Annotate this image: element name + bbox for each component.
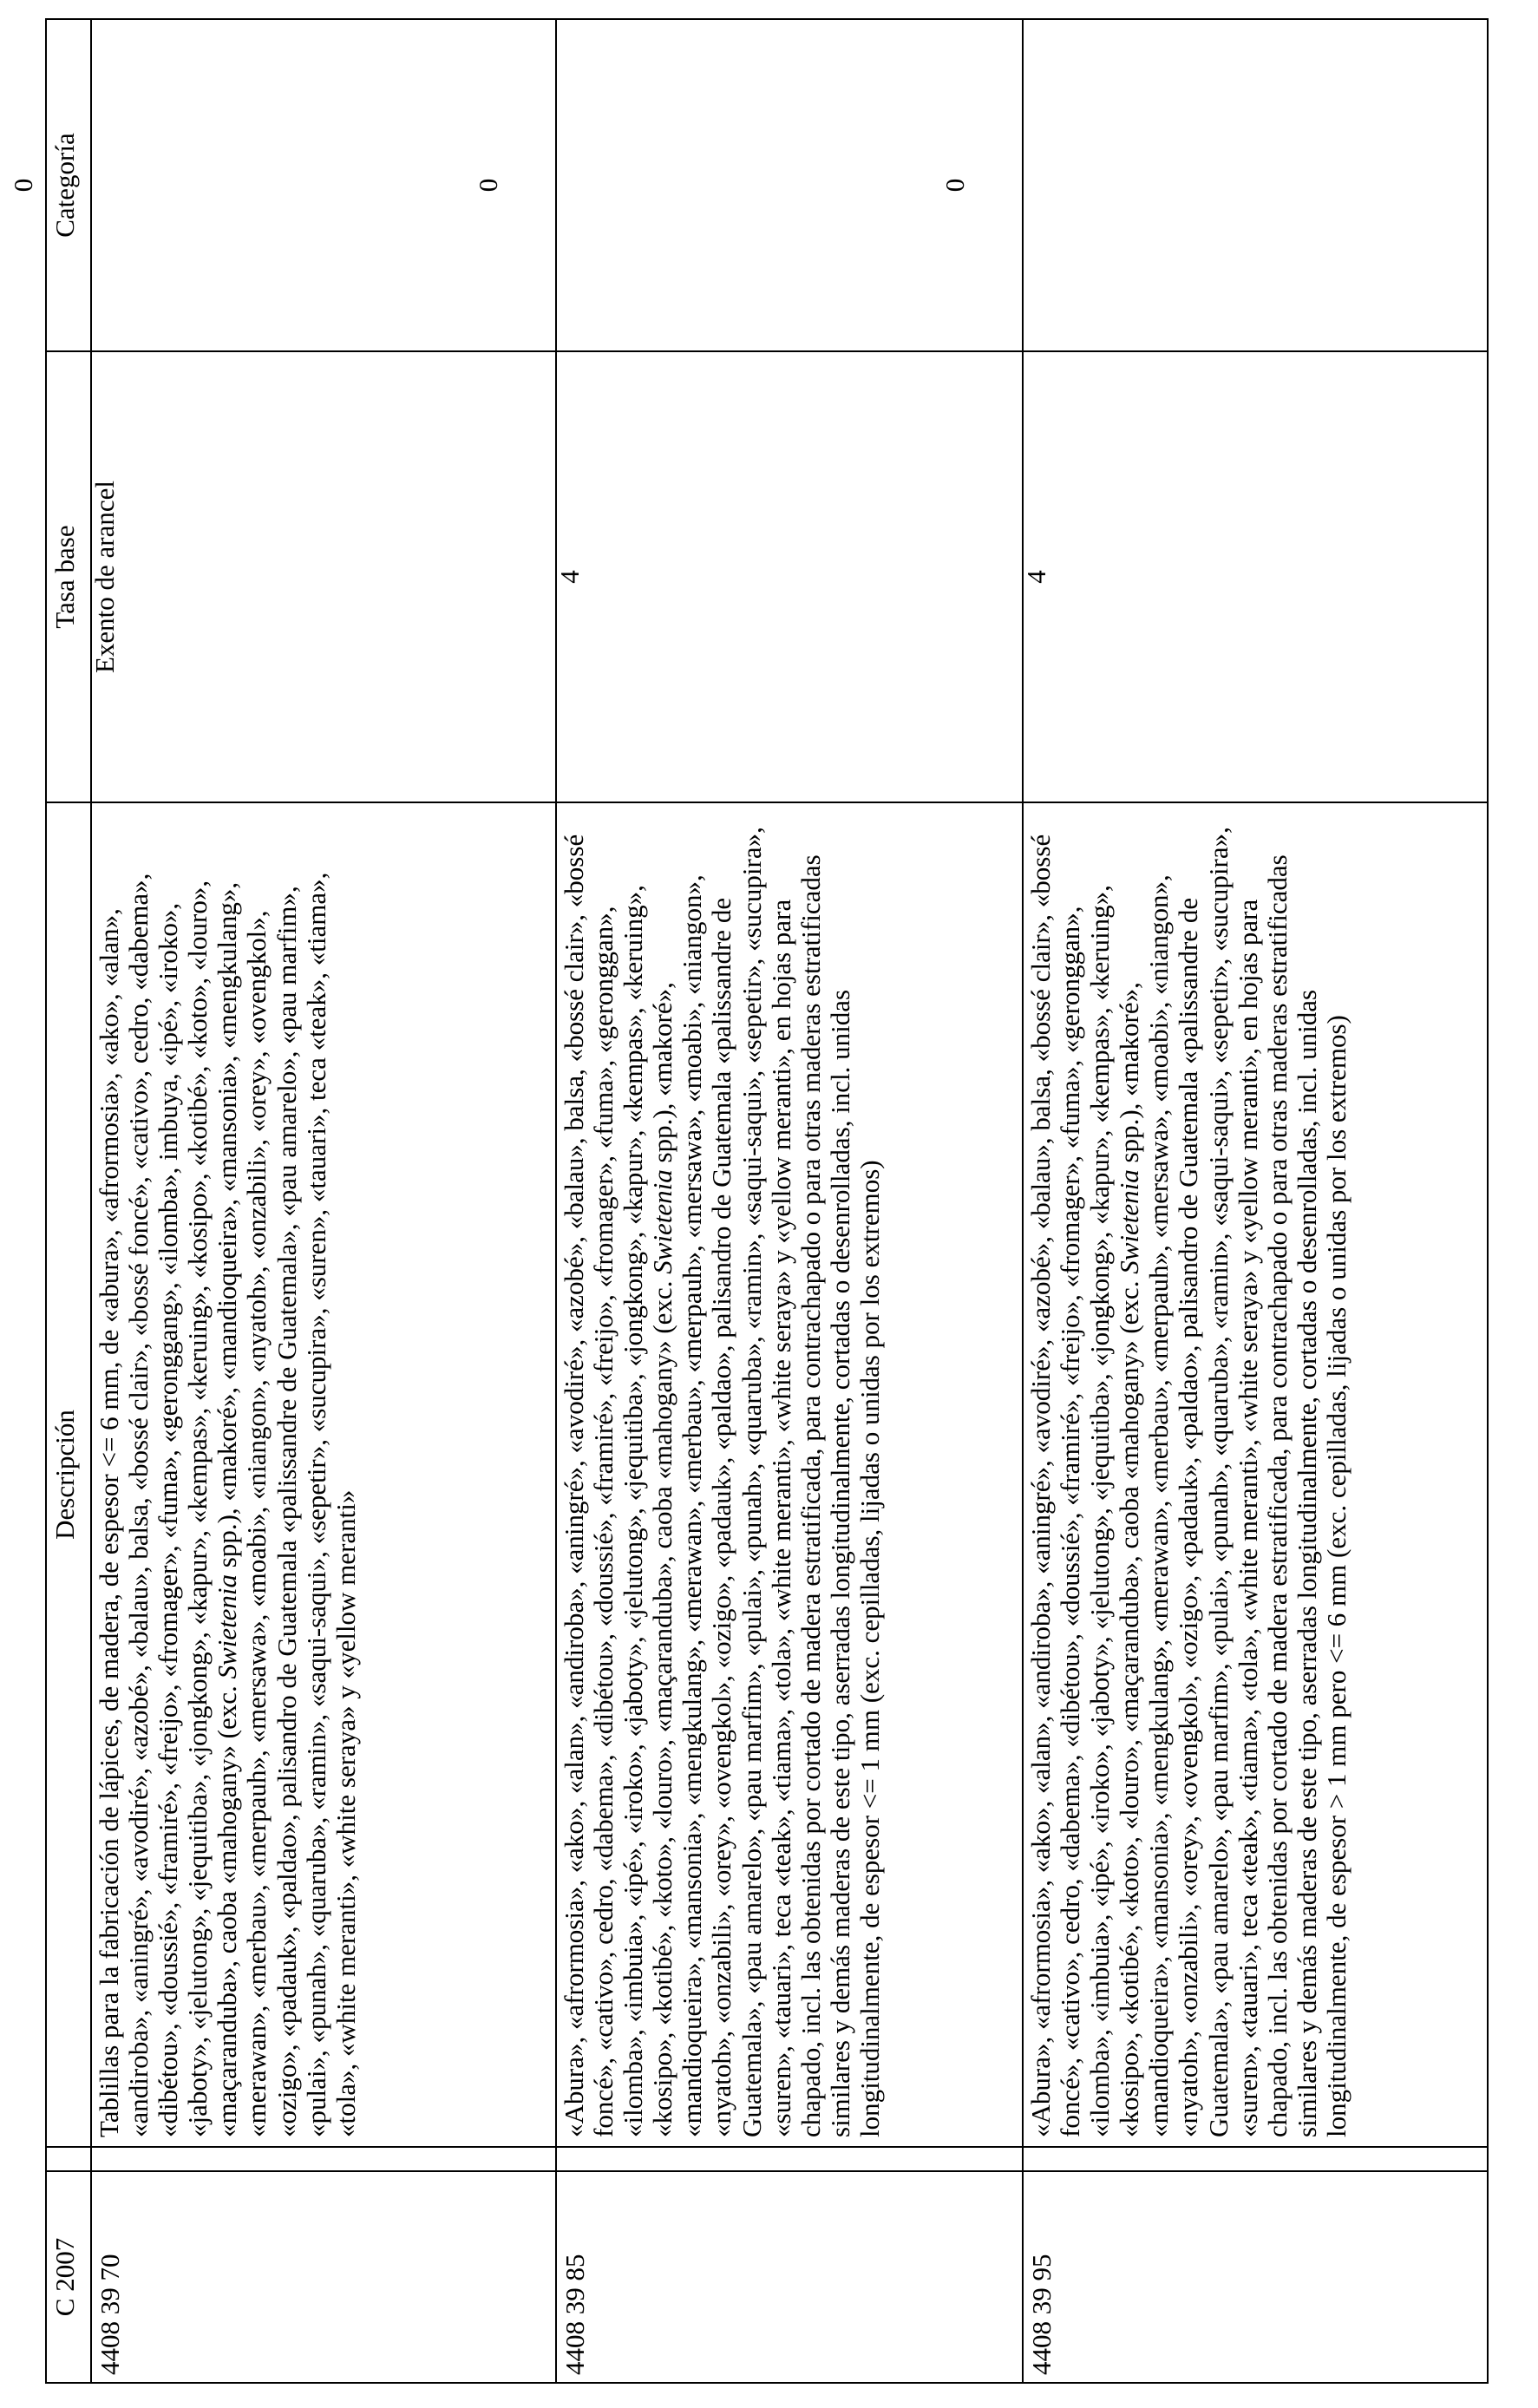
header-description: Descripción (46, 802, 91, 2147)
header-gap (46, 2147, 91, 2171)
row-code: 4408 39 95 (1023, 2171, 1488, 2383)
description-text: «Abura», «afrormosia», «ako», «alan», «andiroba», «aningré», «avodiré», «azobé», «balau», balsa, «bossé clair», «bossé foncé», «cativo», cedro, «dabema», «dibétou», «doussié», «framiré», «freijo», «fromager», «fuma», «geronggan», «ilomba», «imbuia», «ipé», «iroko», «jaboty», «jelutong», «jequitiba», «jongkong», «kapur», «kempas», «keruing», «kosipo», «kotibé», «koto», «louro», «maçaranduba», caoba «mahogany» (exc. (1025, 834, 1145, 2137)
category-value: 0 (473, 178, 503, 193)
description-italic: Swietenia (647, 1169, 678, 1274)
row-code: 4408 39 85 (556, 2171, 1023, 2383)
row-gap (556, 2147, 1023, 2171)
row-rate (1023, 351, 1488, 802)
table-row (91, 19, 556, 2383)
table-row (556, 19, 1023, 2383)
category-value: 0 (8, 178, 38, 193)
row-gap (1023, 2147, 1488, 2171)
row-description (1023, 802, 1488, 2147)
header-row (46, 19, 91, 2383)
description-italic: Swietenia (212, 1574, 243, 1679)
rotated-page (8, 20, 1487, 2384)
description-text: «Abura», «afrormosia», «ako», «alan», «andiroba», «aningré», «avodiré», «azobé», «balau», balsa, «bossé clair», «bossé foncé», «cativo», cedro, «dabema», «dibétou», «doussié», «framiré», «freijo», «fromager», «fuma», «geronggan», «ilomba», «imbuia», «ipé», «iroko», «jaboty», «jelutong», «jequitiba», «jongkong», «kapur», «kempas», «keruing», «kosipo», «kotibé», «koto», «louro», «maçaranduba», caoba «mahogany» (exc. (559, 834, 678, 2137)
description-text: spp.), «makoré», «mandioqueira», «mansonia», «mengkulang», «merawan», «merbau», «merpauh», «mersawa», «moabi», «niangon», «nyatoh», «onzabili», «orey», «ovengkol», «ozigo», «padauk», «paldao», palisandro de Guatemala «palissandre de Guatemala», «pau amarelo», «pau marfim», «pulai», «punah», «quaruba», «ramin», «saqui-saqui», «sepetir», «sucupira», «suren», «tauari», teca «teak», «tiama», «tola», «white meranti», «white seraya» y «yellow meranti», en hojas para chapado, incl. las obtenidas por cortado de madera estratificada, para contrachapado o para otras maderas estratificadas similares y demás maderas de este tipo, aserradas longitudinalmente, cortadas o desenrolladas, incl. unidas longitudinalmente, de espesor > 1 mm pero <= 6 mm (exc. cepilladas, lijadas o unidas por los extremos) (1114, 827, 1351, 2137)
tariff-table (8, 18, 1489, 2384)
row-description (91, 802, 556, 2147)
row-description (556, 802, 1023, 2147)
description-text: spp.), «makoré», «mandioqueira», «mansonia», «mengkulang», «merawan», «merbau», «merpauh», «mersawa», «moabi», «niangon», «nyatoh», «onzabili», «orey», «ovengkol», «ozigo», «padauk», «paldao», palisandro de Guatemala «palissandre de Guatemala», «pau amarelo», «pau marfim», «pulai», «punah», «quaruba», «ramin», «saqui-saqui», «sepetir», «sucupira», «suren», «tauari», teca «teak», «tiama», «tola», «white meranti», «white seraya» y «yellow meranti», en hojas para chapado, incl. las obtenidas por cortado de madera estratificada, para contrachapado o para otras maderas estratificadas similares y demás maderas de este tipo, aserradas longitudinalmente, cortadas o desenrolladas, incl. unidas longitudinalmente, de espesor <= 1 mm (exc. cepilladas, lijadas o unidas por los extremos) (647, 827, 885, 2137)
description-text: Tablillas para la fabricación de lápices, de madera, de espesor <= 6 mm, de «abura», «afrormosia», «ako», «alan», «andiroba», «aningré», «avodiré», «azobé», «balau», balsa, «bossé clair», «bossé foncé», «cativo», cedro, «dabema», «dibétou», «doussié», «framiré», «freijo», «fromager», «fuma», «geronggang», «ilomba», imbuya, «ipé», «iroko», «jaboty», «jelutong», «jequitiba», «jongkong», «kapur», «kempas», «keruing», «kosipo», «kotibé», «koto», «louro», «maçaranduba», caoba «mahogany» (exc. (94, 873, 243, 2137)
rate-value: Exento de arancel (89, 480, 120, 674)
header-category: Categoría (46, 19, 91, 351)
header-rate: Tasa base (46, 351, 91, 802)
row-rate (556, 351, 1023, 802)
row-category (939, 19, 1488, 351)
description-italic: Swietenia (1114, 1169, 1145, 1274)
row-rate (91, 351, 556, 802)
description-text: spp.), «makoré», «mandioqueira», «mansonia», «mengkulang», «merawan», «merbau», «merpauh», «mersawa», «moabi», «niangon», «nyatoh», «onzabili», «orey», «ovengkol», «ozigo», «padauk», «paldao», palisandro de Guatemala «palissandre de Guatemala», «pau amarelo», «pau marfim», «pulai», «punah», «quaruba», «ramin», «saqui-saqui», «sepetir», «sucupira», «suren», «tauari», teca «teak», «tiama», «tola», «white meranti», «white seraya» y «yellow meranti» (212, 872, 361, 2137)
rate-value: 4 (1021, 570, 1051, 584)
category-value: 0 (939, 178, 970, 193)
header-code: C 2007 (46, 2171, 91, 2383)
table-row (1023, 19, 1488, 2383)
row-code: 4408 39 70 (91, 2171, 556, 2383)
row-gap (91, 2147, 556, 2171)
rate-value: 4 (554, 570, 585, 584)
